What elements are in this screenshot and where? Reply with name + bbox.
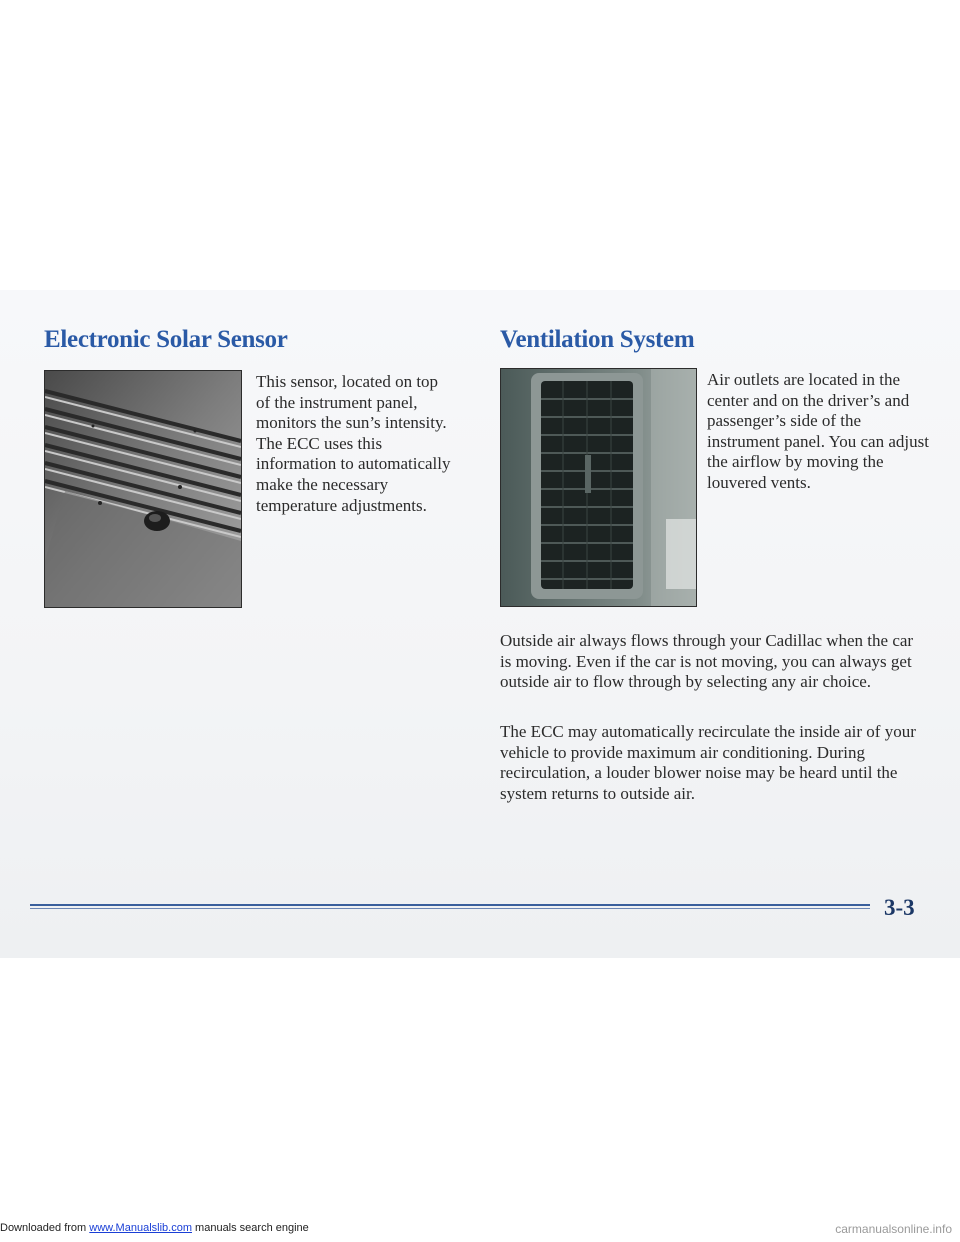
ventilation-heading: Ventilation System: [500, 326, 695, 353]
solar-sensor-image: [45, 371, 241, 607]
solar-sensor-heading: Electronic Solar Sensor: [44, 326, 288, 353]
outside-air-paragraph: Outside air always flows through your Cadillac when the car is moving. Even if the car is not moving, you can always get outside air to flow through by selecting any air choice.: [500, 631, 914, 692]
watermark-text: carmanualsonline.info: [835, 1222, 952, 1236]
download-footer: [0, 1222, 309, 1234]
air-vent-photo: [500, 368, 697, 607]
ventilation-intro: Air outlets are located in the center and on the driver’s and passenger’s side of the instrument panel. You can adjust the airflow by moving the louvered vents.: [707, 370, 929, 492]
solar-sensor-text: This sensor, located on top of the instrument panel, monitors the sun’s intensity. The ECC uses this information to automatically make the necessary temperature adjustments.: [256, 372, 451, 515]
manual-page: [0, 290, 960, 958]
footer-rule: [30, 904, 870, 906]
solar-sensor-photo: [44, 370, 242, 608]
manualslib-link[interactable]: www.Manualslib.com: [89, 1222, 192, 1234]
footer-rule-thin: [30, 908, 870, 909]
air-vent-image: [501, 369, 696, 606]
footer-prefix: Downloaded from: [0, 1222, 87, 1234]
recirculation-paragraph: The ECC may automatically recirculate the inside air of your vehicle to provide maximum air conditioning. During recirculation, a louder blower noise may be heard until the system returns to outside air.: [500, 722, 916, 803]
page-number: 3-3: [884, 895, 915, 920]
footer-suffix: manuals search engine: [195, 1222, 309, 1234]
